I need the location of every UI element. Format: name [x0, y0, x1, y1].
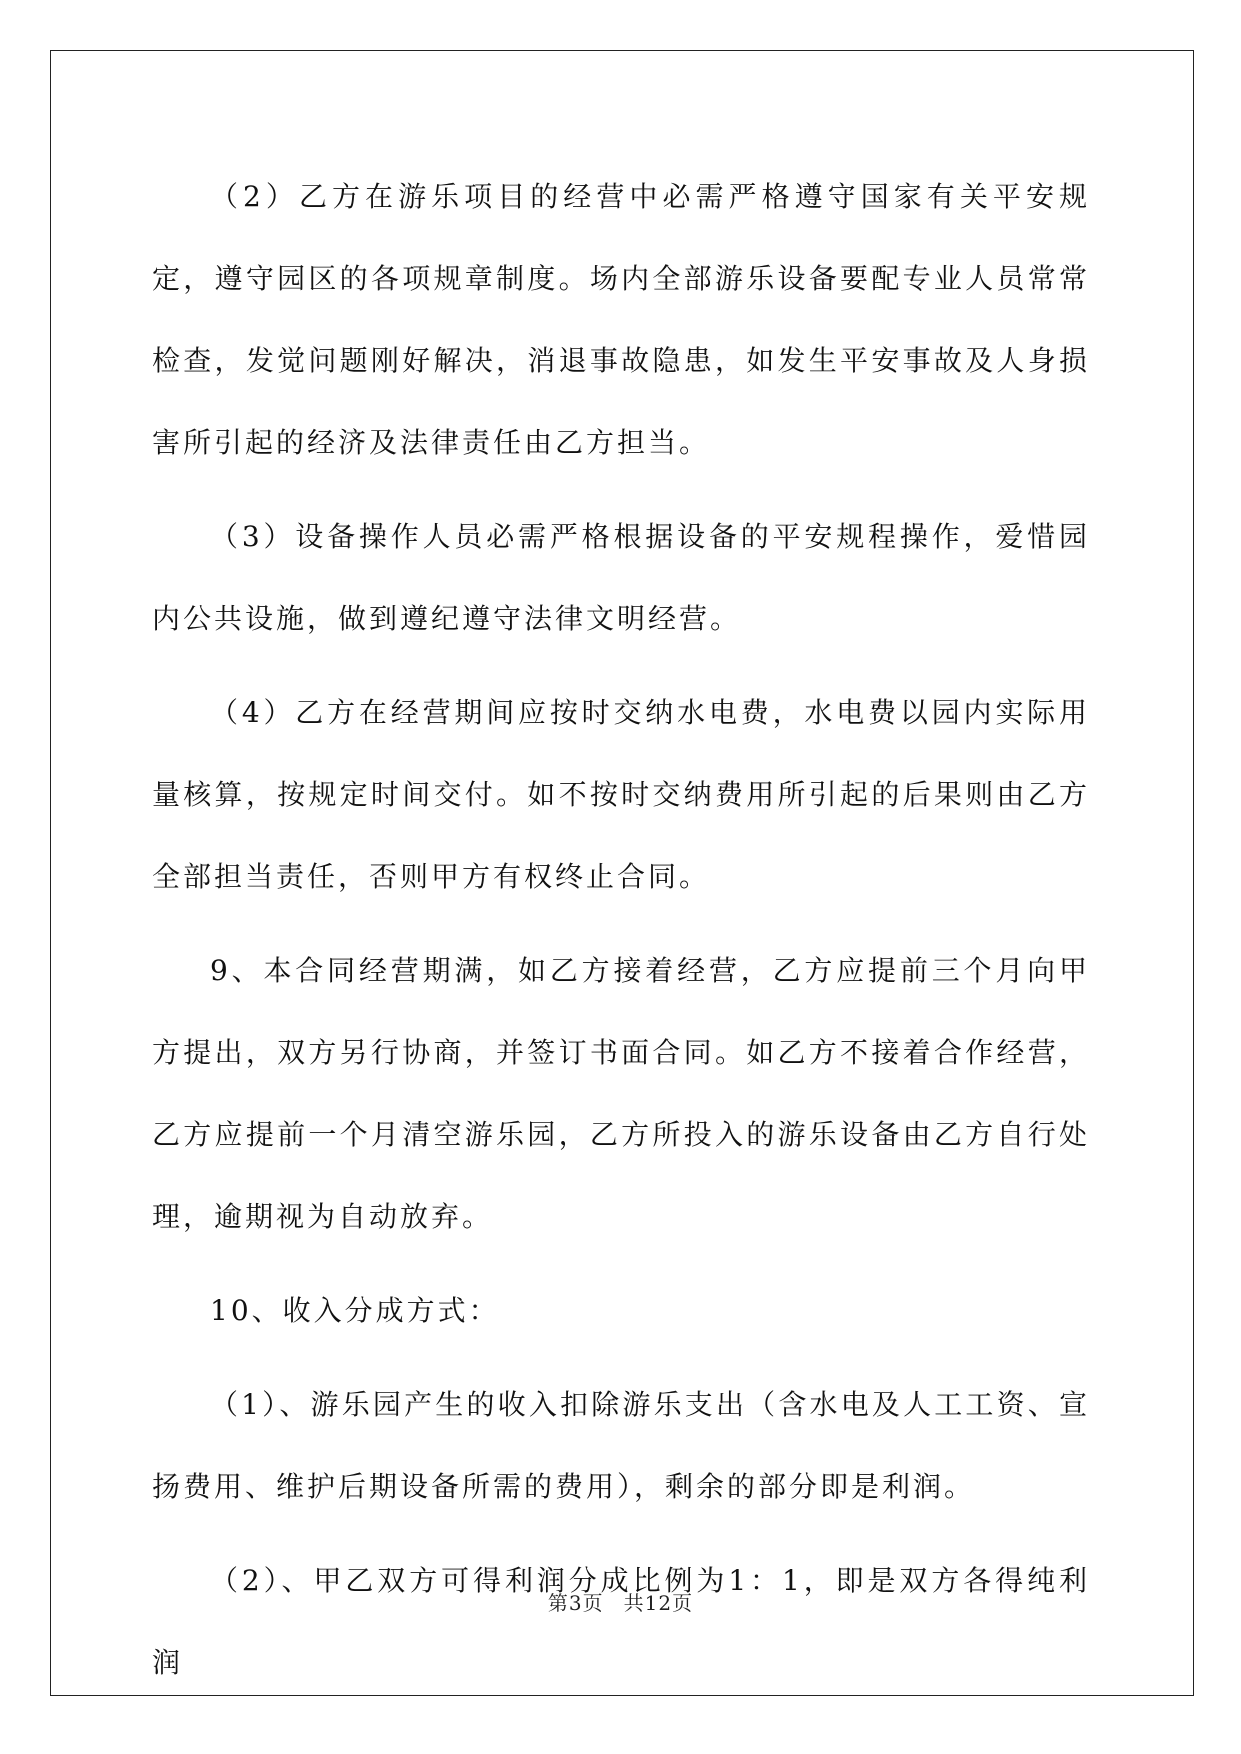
paragraph-clause-10-1: （1）、游乐园产生的收入扣除游乐支出（含水电及人工工资、宣扬费用、维护后期设备所需的费用），剩余的部分即是利润。: [152, 1388, 1090, 1503]
page-number-current: 第3页: [547, 1591, 604, 1615]
document-body: [152, 156, 1090, 1716]
paragraph-clause-9: 9、本合同经营期满，如乙方接着经营，乙方应提前三个月向甲方提出，双方另行协商，并签订书面合同。如乙方不接着合作经营，乙方应提前一个月清空游乐园，乙方所投入的游乐设备由乙方自行处理，逾期视为自动放弃。: [152, 954, 1090, 1233]
paragraph-clause-10-heading: 10、收入分成方式：: [210, 1294, 500, 1327]
paragraph-clause-8-4: （4）乙方在经营期间应按时交纳水电费，水电费以园内实际用量核算，按规定时间交付。如不按时交纳费用所引起的后果则由乙方全部担当责任，否则甲方有权终止合同。: [152, 696, 1090, 893]
paragraph-clause-8-3: （3）设备操作人员必需严格根据设备的平安规程操作，爱惜园内公共设施，做到遵纪遵守法律文明经营。: [152, 520, 1090, 635]
page-footer: [0, 1587, 1241, 1616]
page-number-total: 共12页: [623, 1591, 694, 1615]
paragraph-clause-8-2: （2）乙方在游乐项目的经营中必需严格遵守国家有关平安规定，遵守园区的各项规章制度。场内全部游乐设备要配专业人员常常检查，发觉问题刚好解决，消退事故隐患，如发生平安事故及人身损害所引起的经济及法律责任由乙方担当。: [152, 180, 1090, 459]
paragraph-clause-10-2: （2）、甲乙双方可得利润分成比例为1：1，即是双方各得纯利润: [152, 1564, 1090, 1679]
